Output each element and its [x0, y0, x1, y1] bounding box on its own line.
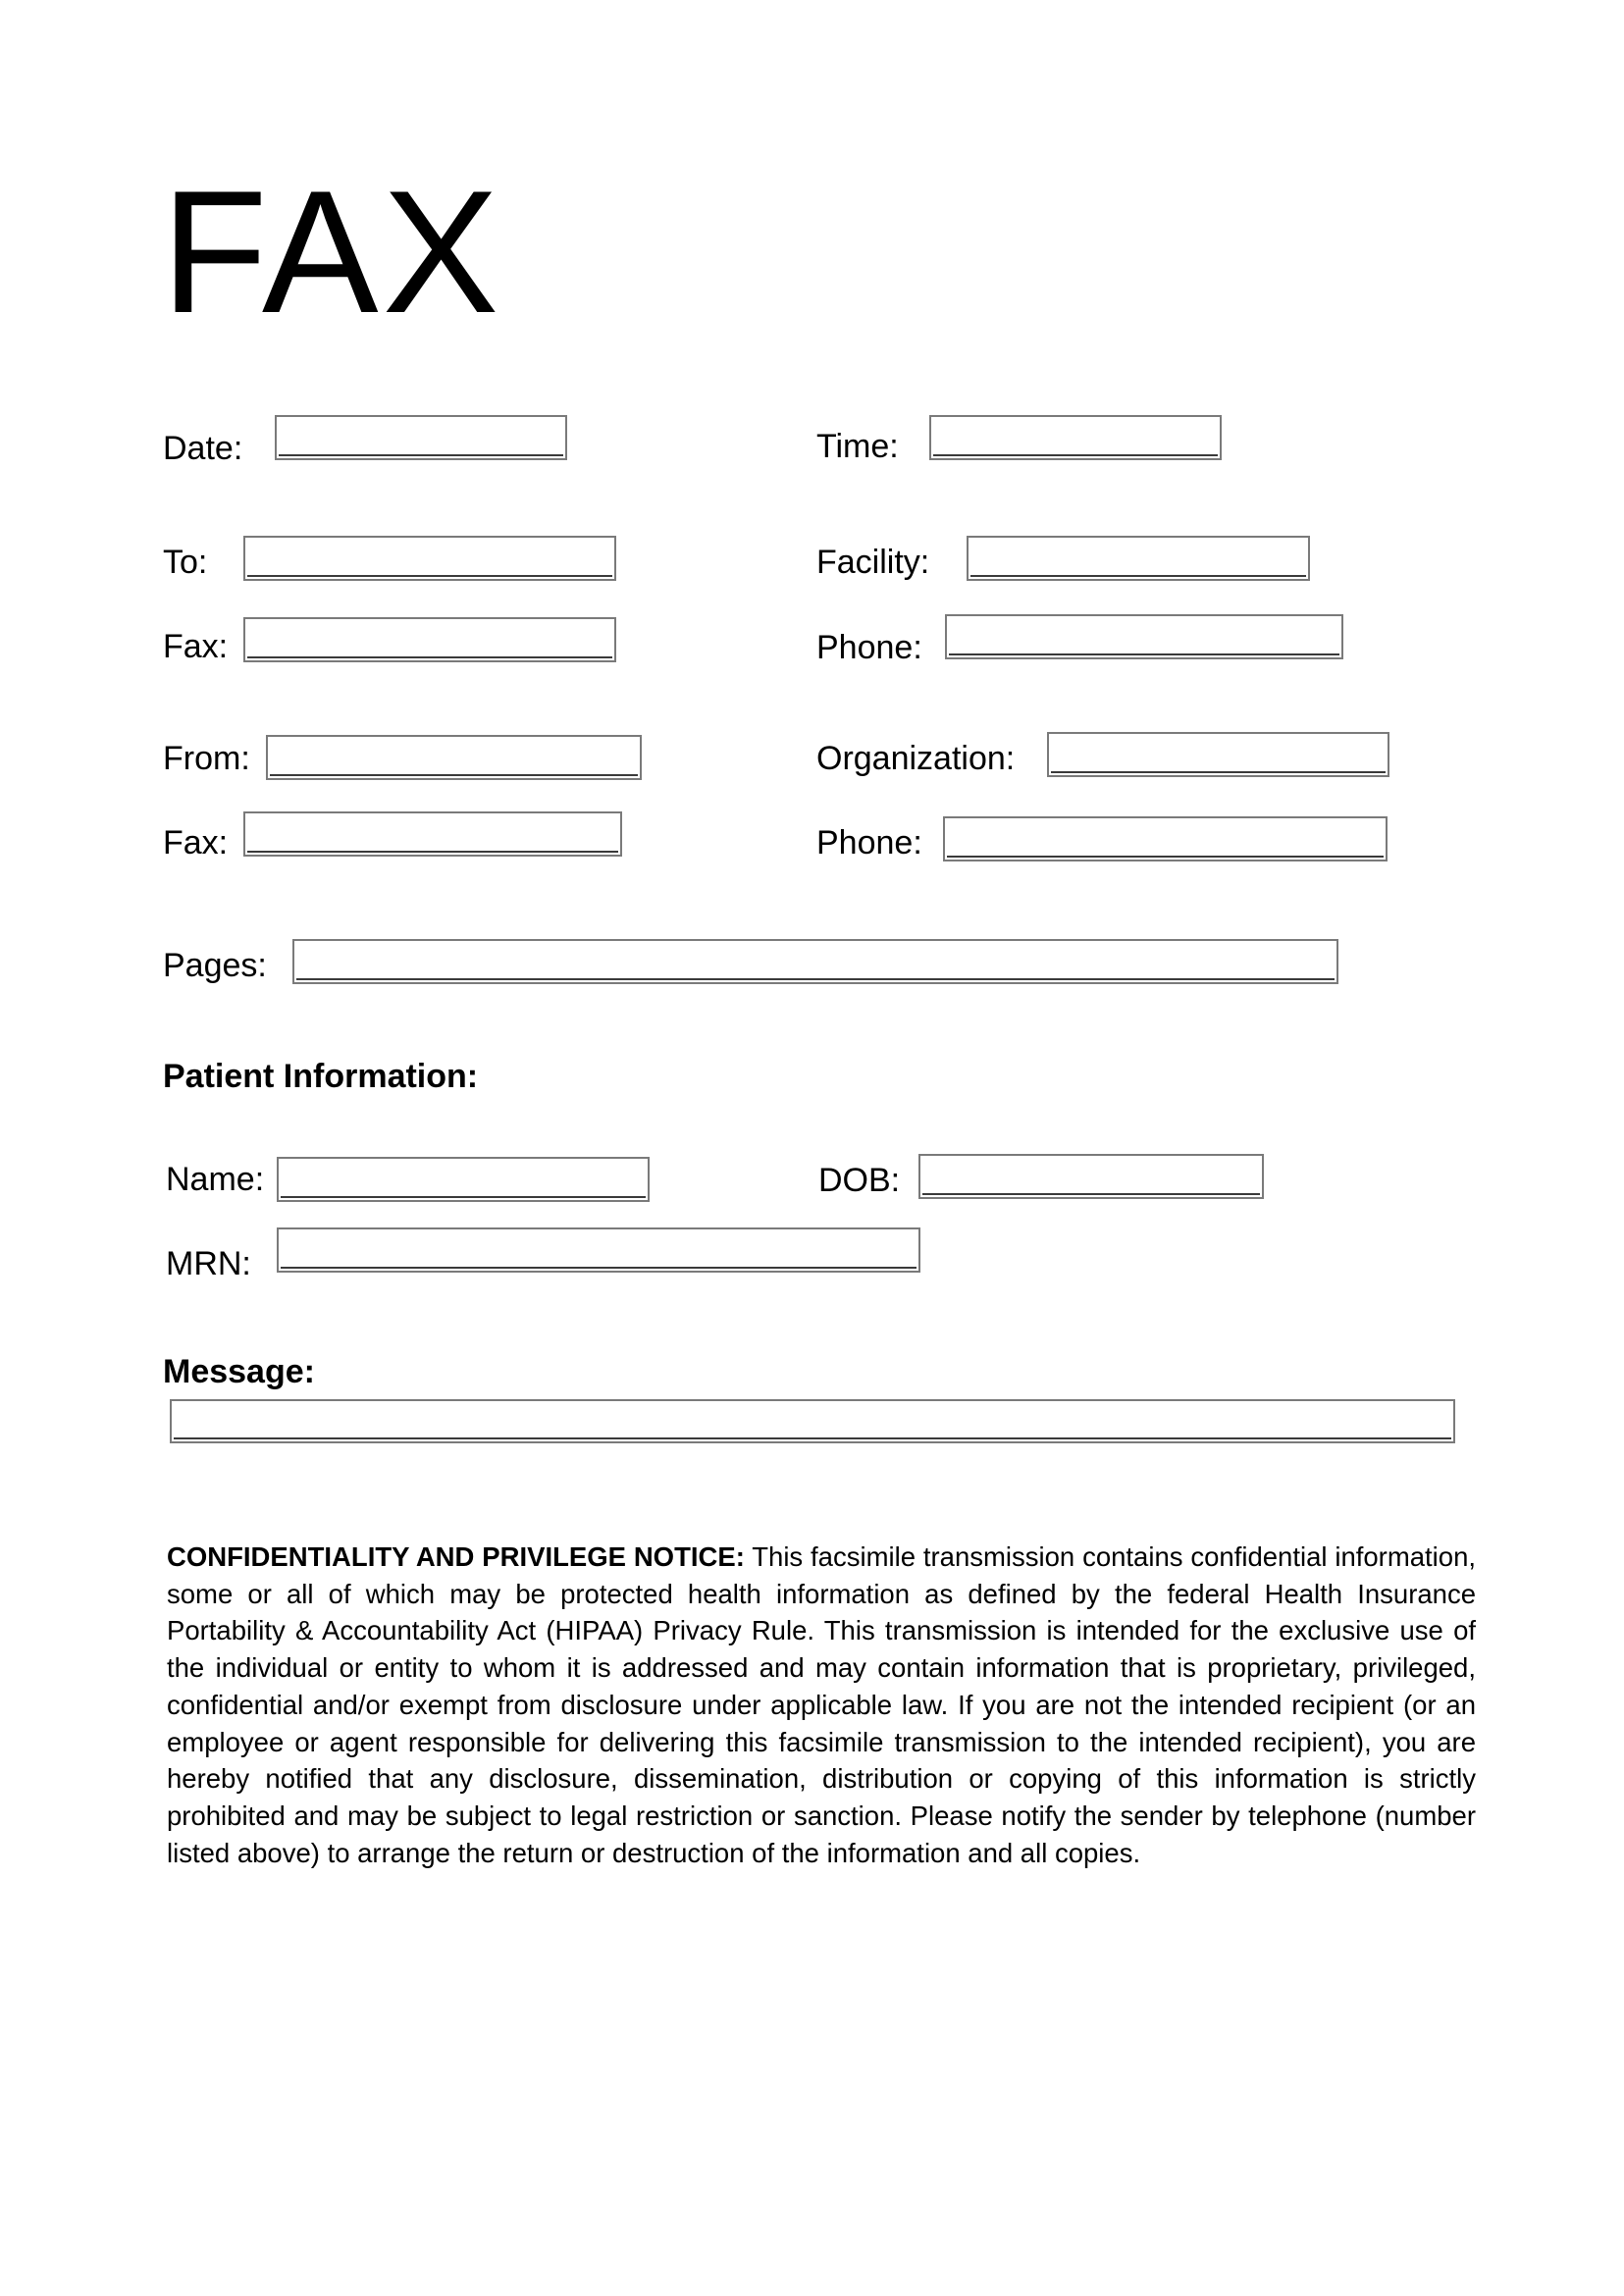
- facility-field[interactable]: [967, 536, 1310, 581]
- message-heading: Message:: [163, 1353, 315, 1390]
- from-field[interactable]: [266, 735, 642, 780]
- page-title: FAX: [161, 154, 503, 349]
- to-field[interactable]: [243, 536, 616, 581]
- dob-label: DOB:: [818, 1162, 901, 1199]
- from-fax-field[interactable]: [243, 811, 622, 857]
- facility-label: Facility:: [816, 544, 930, 581]
- mrn-label: MRN:: [166, 1245, 251, 1282]
- time-label: Time:: [816, 428, 899, 465]
- from-fax-label: Fax:: [163, 824, 229, 861]
- to-phone-field[interactable]: [945, 614, 1343, 659]
- from-phone-field[interactable]: [943, 816, 1388, 861]
- confidentiality-notice: [167, 1539, 1476, 1871]
- patient-info-heading: Patient Information:: [163, 1058, 479, 1095]
- patient-name-field[interactable]: [277, 1157, 650, 1202]
- patient-name-label: Name:: [166, 1161, 265, 1198]
- notice-heading: CONFIDENTIALITY AND PRIVILEGE NOTICE:: [167, 1541, 745, 1572]
- to-fax-label: Fax:: [163, 628, 229, 665]
- pages-label: Pages:: [163, 947, 267, 984]
- message-field[interactable]: [170, 1399, 1455, 1443]
- pages-field[interactable]: [292, 939, 1338, 984]
- organization-label: Organization:: [816, 740, 1016, 777]
- to-fax-field[interactable]: [243, 617, 616, 662]
- to-phone-label: Phone:: [816, 629, 922, 666]
- from-label: From:: [163, 740, 250, 777]
- to-label: To:: [163, 544, 208, 581]
- organization-field[interactable]: [1047, 732, 1389, 777]
- time-field[interactable]: [929, 415, 1222, 460]
- notice-body: This facsimile transmission contains confidential information, some or all of which may be protected health information as defined by the federal Health Insurance Portability & Accountability Act (HIPAA) Privacy Rule. This transmission is intended for the exclusive use of the individual or entity to whom it is addressed and may contain information that is proprietary, privileged, confidential and/or exempt from disclosure under applicable law. If you are not the intended recipient (or an employee or agent responsible for delivering this facsimile transmission to the intended recipient), you are hereby notified that any disclosure, dissemination, distribution or copying of this information is strictly prohibited and may be subject to legal restriction or sanction. Please notify the sender by telephone (number listed above) to arrange the return or destruction of the information and all copies.: [167, 1541, 1477, 1868]
- mrn-field[interactable]: [277, 1227, 920, 1273]
- date-field[interactable]: [275, 415, 567, 460]
- date-label: Date:: [163, 430, 243, 467]
- dob-field[interactable]: [918, 1154, 1264, 1199]
- from-phone-label: Phone:: [816, 824, 922, 861]
